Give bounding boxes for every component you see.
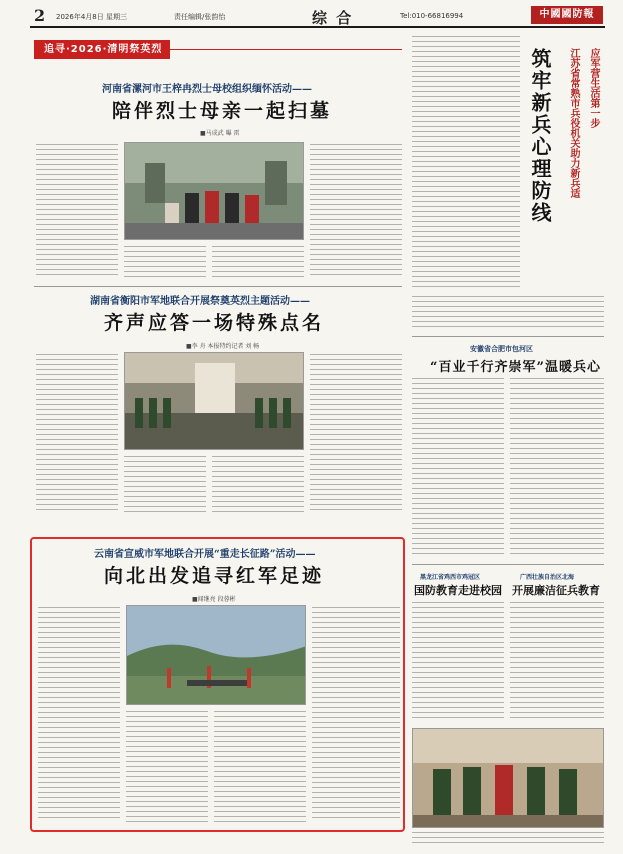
right-divider-1 [412, 336, 604, 337]
right-article-d-headline: 开展廉洁征兵教育 [512, 584, 600, 597]
right-vertical-headline: 筑牢新兵心理防线 [528, 48, 552, 224]
article3-photo [126, 605, 306, 705]
article2-byline: ■李 舟 本报特约记者 刘 畅 [186, 343, 260, 350]
right-vertical-subhead-2: 应军营生活第一步 [588, 48, 599, 128]
article2-body-col1 [36, 354, 118, 514]
masthead [30, 6, 605, 28]
article1-byline: ■马成武 曝 雷 [200, 130, 240, 137]
newspaper-logo: 中國國防報 [531, 6, 603, 24]
article3-body-col3 [214, 711, 306, 822]
article1-headline: 陪伴烈士母亲一起扫墓 [112, 100, 333, 122]
right-vertical-subhead: 江苏省常熟市兵役机关助力新兵适 [568, 48, 579, 198]
highlighted-article-frame[interactable] [30, 537, 405, 832]
right-article-b-headline: “百业千行齐崇军”温暖兵心 [430, 360, 601, 375]
article1-divider [34, 286, 402, 287]
article1-photo [124, 142, 304, 240]
article3-headline: 向北出发追寻红军足迹 [104, 565, 325, 587]
contact-tel: Tel:010-66816994 [400, 12, 464, 20]
article1-photo-image [125, 143, 304, 240]
right-article-a-body-bottom [412, 296, 604, 330]
section-title: 综 合 [312, 9, 354, 27]
article2-photo-image [125, 353, 304, 450]
right-article-c-body [412, 602, 504, 722]
right-article-b-body-col1 [412, 378, 504, 558]
article1-kicker: 河南省漯河市王梓冉烈士母校组织缅怀活动—— [102, 84, 312, 95]
article3-byline: ■闻继亮 段蓉彬 [192, 596, 236, 603]
left-column [30, 32, 405, 537]
article1-body-col3 [212, 246, 304, 278]
right-bottom-photo-caption [412, 832, 604, 846]
article3-body-col1 [38, 607, 120, 822]
article2-headline: 齐声应答一场特殊点名 [104, 312, 325, 334]
article1-body-col2 [124, 246, 206, 278]
article1-body-col4 [310, 144, 402, 278]
article2-kicker: 湖南省衡阳市军地联合开展祭奠英烈主题活动—— [90, 296, 310, 307]
article3-body-col2 [126, 711, 208, 822]
right-article-d-kicker: 广西壮族自治区北海 [520, 574, 575, 581]
right-article-a-body [412, 36, 520, 291]
banner-rule [170, 49, 402, 50]
article2-photo [124, 352, 304, 450]
page-number: 2 [34, 6, 46, 25]
right-divider-2 [412, 564, 604, 565]
article3-body-col4 [312, 607, 400, 822]
right-bottom-photo [412, 728, 604, 828]
right-article-b-body-col2 [510, 378, 604, 558]
article2-body-col4 [310, 354, 402, 514]
article1-body-col1 [36, 144, 118, 278]
issue-date: 2026年4月8日 星期三 [56, 13, 127, 21]
right-article-c-headline: 国防教育走进校园 [414, 584, 502, 597]
right-bottom-photo-image [413, 729, 604, 828]
article3-photo-image [127, 606, 306, 705]
article2-body-col2 [124, 456, 206, 514]
right-article-b-kicker: 安徽省合肥市包河区 [470, 344, 533, 353]
banner-tag: 追寻·2026·清明祭英烈 [34, 40, 170, 59]
editor-credit: 责任编辑/张韵怡 [174, 13, 226, 21]
article3-kicker: 云南省宣威市军地联合开展“重走长征路”活动—— [94, 549, 316, 560]
article2-body-col3 [212, 456, 304, 514]
right-article-c-kicker: 黑龙江省鸡西市鸡冠区 [420, 574, 481, 581]
right-article-d-body [510, 602, 604, 722]
